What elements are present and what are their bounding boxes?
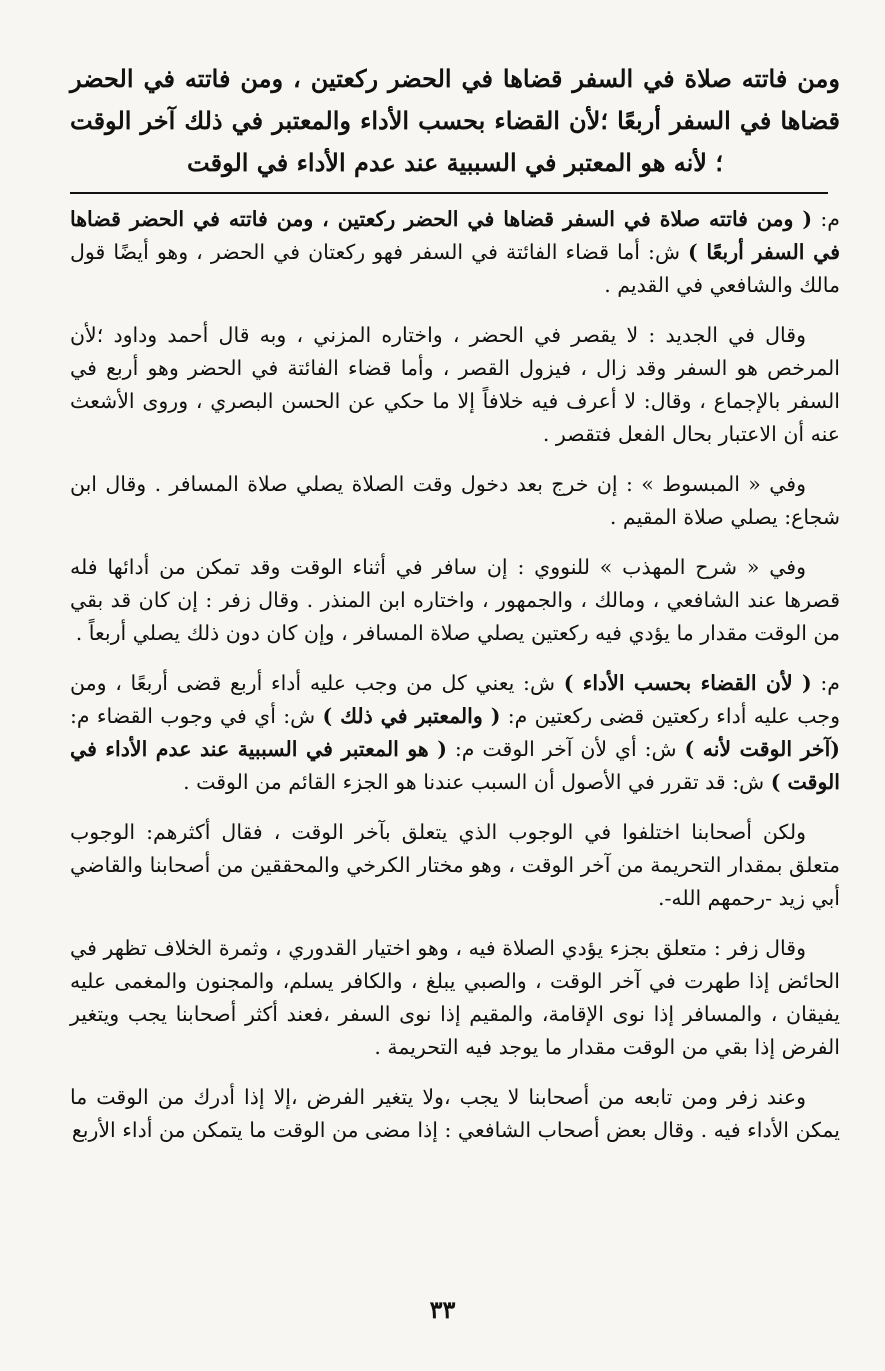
commentary-paragraph-1 (70, 203, 840, 302)
commentary-block (70, 203, 840, 1164)
commentary-text: ش: قد تقرر في الأصول أن السبب عندنا هو الجزء القائم من الوقت . (183, 770, 771, 794)
label-m: م: (812, 207, 840, 231)
quoted-matn: ( لأن القضاء بحسب الأداء ) (563, 671, 812, 695)
quoted-matn: ( ومن فاتته صلاة في السفر قضاها في الحضر ركعتين ، ومن فاتته في الحضر قضاها في السفر أربعًا ) (70, 207, 841, 264)
commentary-text: ش: أي لأن آخر الوقت م: (446, 737, 685, 761)
commentary-paragraph-2: وقال في الجديد : لا يقصر في الحضر ، واختاره المزني ، وبه قال أحمد وداود ؛لأن المرخص هو السفر وقد زال ، فيزول القصر ، وأما قضاء الفائتة في الحضر وهو أربع في السفر بالإجماع ، وقال: لا أعرف فيه خلافاً إلا ما حكي عن الحسن البصري ، وروى الأشعث عنه أن الاعتبار بحال الفعل فتقصر . (70, 323, 840, 446)
quoted-matn: ( والمعتبر في ذلك ) (322, 704, 501, 728)
commentary-text: ش: أما قضاء الفائتة في السفر فهو ركعتان في الحضر ، وهو أيضًا قول مالك والشافعي في القديم . (70, 240, 840, 297)
commentary-paragraph-3: وفي « المبسوط » : إن خرج بعد دخول وقت الصلاة يصلي صلاة المسافر . وقال ابن شجاع: يصلي صلاة المقيم . (70, 472, 840, 529)
matn-text: ومن فاتته صلاة في السفر قضاها في الحضر ركعتين ، ومن فاتته في الحضر قضاها في السفر أربعًا ؛لأن القضاء بحسب الأداء والمعتبر في ذلك آخر الوقت ؛ لأنه هو المعتبر في السببية عند عدم الأداء في الوقت (70, 64, 840, 177)
commentary-paragraph-4: وفي « شرح المهذب » للنووي : إن سافر في أثناء الوقت وقد تمكن من أدائها فله قصرها عند الشافعي ، ومالك ، والجمهور ، واختاره ابن المنذر . وقال زفر : إن كان قد بقي من الوقت مقدار ما يؤدي فيه ركعتين يصلي صلاة المسافر ، وإن كان دون ذلك يصلي أربعاً . (70, 555, 840, 645)
commentary-paragraph-5 (70, 667, 840, 799)
separator-rule (70, 192, 828, 194)
label-m: م: (811, 671, 840, 695)
commentary-text: ش: يعني كل من وجب عليه أداء أربع قضى أربعًا ، ومن وجب عليه أداء ركعتين قضى ركعتين م: (70, 671, 840, 728)
quoted-matn: (آخر الوقت لأنه ) (684, 737, 840, 761)
page-number: ٣٣ (429, 1295, 456, 1324)
commentary-paragraph-7: وقال زفر : متعلق بجزء يؤدي الصلاة فيه ، وهو اختيار القدوري ، وثمرة الخلاف تظهر في الحائض إذا طهرت في آخر الوقت ، والصبي يبلغ ، والكافر يسلم، والمجنون والمغمى عليه يفيقان ، والمسافر إذا نوى الإقامة، والمقيم إذا نوى السفر ،فعند أكثر أصحابنا يجب ويتغير الفرض إذا بقي من الوقت مقدار ما يوجد فيه التحريمة . (70, 936, 840, 1059)
commentary-paragraph-6: ولكن أصحابنا اختلفوا في الوجوب الذي يتعلق بآخر الوقت ، فقال أكثرهم: الوجوب متعلق بمقدار التحريمة من آخر الوقت ، وهو مختار الكرخي والمحققين من أصحابنا والقاضي أبي زيد -رحمهم الله-. (70, 820, 840, 910)
quoted-matn: ( هو المعتبر في السببية عند عدم الأداء في الوقت ) (70, 737, 840, 794)
commentary-text: ش: أي في وجوب القضاء م: (70, 704, 323, 728)
matn-block (70, 58, 840, 184)
commentary-paragraph-8: وعند زفر ومن تابعه من أصحابنا لا يجب ،ولا يتغير الفرض ،إلا إذا أدرك من الوقت ما يمكن الأداء فيه . وقال بعض أصحاب الشافعي : إذا مضى من الوقت ما يتمكن من أداء الأربع (70, 1085, 840, 1142)
